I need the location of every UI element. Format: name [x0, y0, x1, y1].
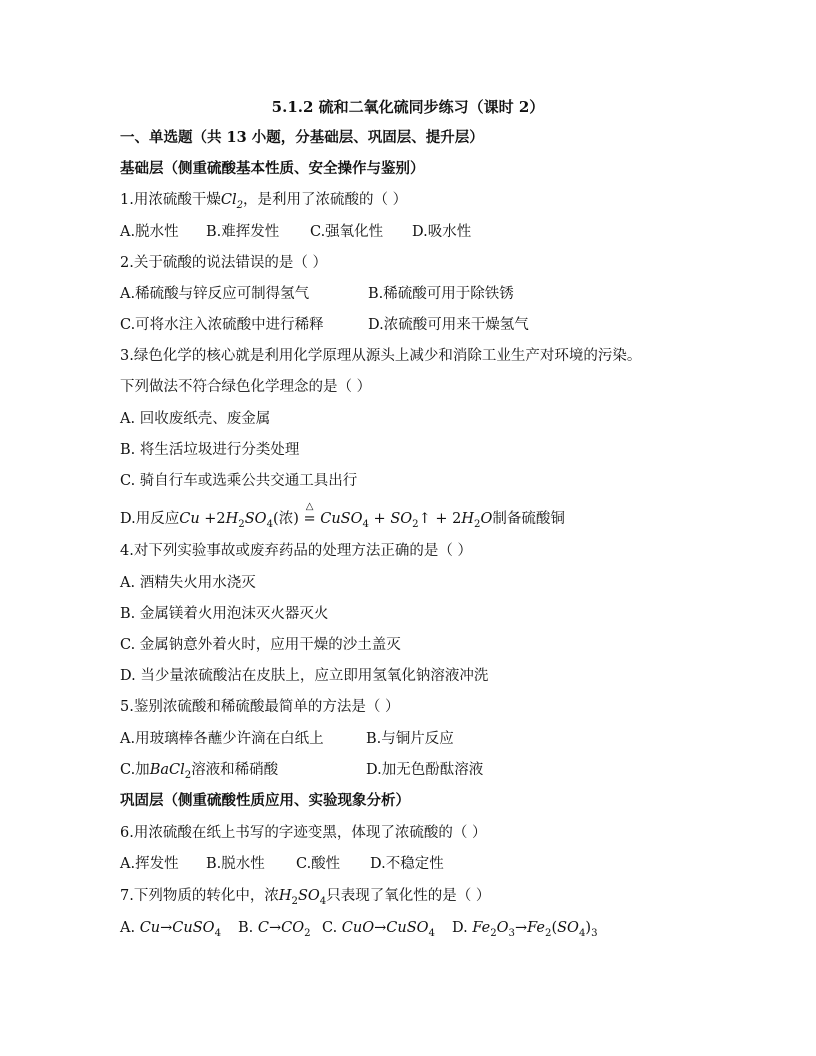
- q1-option-a[interactable]: A.脱水性: [120, 224, 179, 240]
- level-consolidate-heading: 巩固层（侧重硫酸性质应用、实验现象分析）: [120, 792, 410, 809]
- question-7-stem: 7.下列物质的转化中，浓$H_2SO_4$只表现了氧化性的是（ ）: [120, 888, 491, 907]
- q5-option-d[interactable]: D.加无色酚酞溶液: [366, 762, 484, 778]
- question-3-stem-line1: 3.绿色化学的核心就是利用化学原理从源头上减少和消除工业生产对环境的污染。: [120, 348, 642, 364]
- q7-option-b[interactable]: B. $C\to CO_2$: [238, 920, 311, 939]
- q2-option-c[interactable]: C.可将水注入浓硫酸中进行稀释: [120, 317, 324, 333]
- q3-option-b[interactable]: B. 将生活垃圾进行分类处理: [120, 442, 300, 458]
- q4-option-c[interactable]: C. 金属钠意外着火时，应用干燥的沙土盖灭: [120, 637, 401, 653]
- q3-option-c[interactable]: C. 骑自行车或选乘公共交通工具出行: [120, 473, 358, 489]
- heating-symbol: △: [305, 501, 314, 512]
- level-basic-heading: 基础层（侧重硫酸基本性质、安全操作与鉴别）: [120, 160, 425, 177]
- q7-option-c[interactable]: C. CuO→CuSO$_4$: [322, 920, 435, 939]
- q2-option-b[interactable]: B.稀硫酸可用于除铁锈: [368, 286, 514, 302]
- q1-option-b[interactable]: B.难挥发性: [206, 224, 280, 240]
- q7-option-a[interactable]: A. Cu→CuSO$_4$: [120, 920, 222, 939]
- question-6-stem: 6.用浓硫酸在纸上书写的字迹变黑，体现了浓硫酸的（ ）: [120, 825, 487, 841]
- q2-option-d[interactable]: D.浓硫酸可用来干燥氢气: [368, 317, 529, 333]
- q3-d-suffix: 制备硫酸铜: [492, 511, 565, 527]
- page-title: 5.1.2 硫和二氧化硫同步练习（课时 2）: [271, 98, 545, 116]
- q6-option-a[interactable]: A.挥发性: [120, 856, 179, 872]
- q6-option-b[interactable]: B.脱水性: [206, 856, 265, 872]
- q1-formula-cl2: $Cl_2$: [220, 192, 244, 211]
- question-4-stem: 4.对下列实验事故或废弃药品的处理方法正确的是（ ）: [120, 543, 472, 559]
- question-5-stem: 5.鉴别浓硫酸和稀硫酸最简单的方法是（ ）: [120, 699, 400, 715]
- q4-option-d[interactable]: D. 当少量浓硫酸沾在皮肤上，应立即用氢氧化钠溶液冲洗: [120, 668, 489, 684]
- q7-option-d[interactable]: D. $Fe_2O_3\to Fe_2(SO_4)_3$: [452, 920, 598, 939]
- q4-option-a[interactable]: A. 酒精失火用水浇灭: [120, 575, 256, 591]
- q7-h2so4-formula: H: [278, 888, 292, 904]
- q3-option-d[interactable]: D.用反应$Cu +2H_2SO_4$(浓) △ = CuSO$_4$ + $SO_2↑ + 2H_2O$制备硫酸铜: [120, 509, 565, 529]
- q5-option-a[interactable]: A.用玻璃棒各蘸少许滴在白纸上: [120, 731, 324, 747]
- q5-option-b[interactable]: B.与铜片反应: [366, 731, 454, 747]
- q5-bacl2-formula: BaCl: [149, 762, 185, 778]
- q1-stem-post: ，是利用了浓硫酸的（ ）: [243, 192, 408, 208]
- q2-option-a[interactable]: A.稀硫酸与锌反应可制得氢气: [120, 286, 310, 302]
- q4-option-b[interactable]: B. 金属镁着火用泡沫灭火器灭火: [120, 606, 329, 622]
- q3-d-reactants: Cu: [179, 511, 200, 527]
- q3-option-a[interactable]: A. 回收废纸壳、废金属: [120, 411, 271, 427]
- q1-option-d[interactable]: D.吸水性: [412, 224, 472, 240]
- q1-option-c[interactable]: C.强氧化性: [310, 224, 384, 240]
- q6-option-c[interactable]: C.酸性: [296, 856, 341, 872]
- q3-d-prefix: D.用反应: [120, 511, 180, 527]
- section-heading: 一、单选题（共 13 小题，分基础层、巩固层、提升层）: [120, 129, 484, 146]
- question-3-stem-line2: 下列做法不符合绿色化学理念的是（ ）: [120, 379, 372, 395]
- q1-stem-pre: 1.用浓硫酸干燥: [120, 192, 221, 208]
- q5-option-c[interactable]: C.加BaCl$_2$溶液和稀硝酸: [120, 762, 279, 781]
- q3-d-products: CuSO: [320, 511, 363, 527]
- q3-d-conc-label: (浓): [273, 511, 299, 527]
- heat-arrow: △ =: [299, 509, 320, 529]
- question-2-stem: 2.关于硫酸的说法错误的是（ ）: [120, 255, 327, 271]
- q6-option-d[interactable]: D.不稳定性: [370, 856, 444, 872]
- question-1-stem: [120, 190, 407, 210]
